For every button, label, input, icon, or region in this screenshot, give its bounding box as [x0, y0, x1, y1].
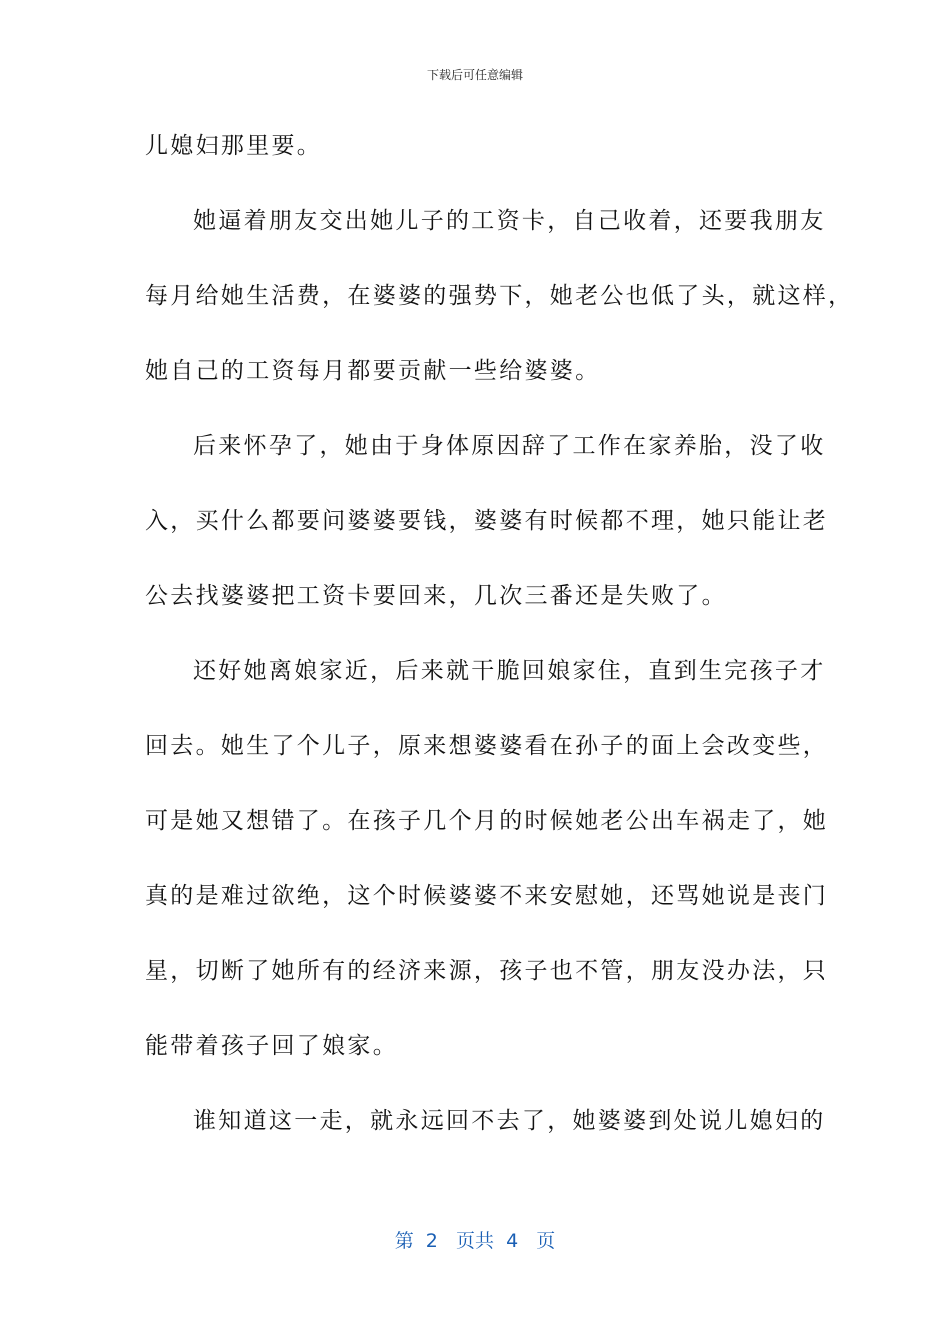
text-line: 她逼着朋友交出她儿子的工资卡，自己收着，还要我朋友: [193, 208, 826, 234]
page-header: 下载后可任意编辑: [426, 68, 523, 82]
text-line: 真的是难过欲绝，这个时候婆婆不来安慰她，还骂她说是丧门: [145, 883, 829, 909]
text-line: 能带着孩子回了娘家。: [145, 1033, 398, 1059]
text-line: 入，买什么都要问婆婆要钱，婆婆有时候都不理，她只能让老: [145, 508, 829, 534]
text-line: 回去。她生了个儿子，原来想婆婆看在孙子的面上会改变些，: [145, 733, 829, 759]
text-line: 星，切断了她所有的经济来源，孩子也不管，朋友没办法，只: [145, 958, 829, 984]
text-line: 公去找婆婆把工资卡要回来，几次三番还是失败了。: [145, 583, 727, 609]
text-line: 后来怀孕了，她由于身体原因辞了工作在家养胎，没了收: [193, 433, 826, 459]
text-line: 谁知道这一走，就永远回不去了，她婆婆到处说儿媳妇的: [193, 1108, 826, 1134]
text-line: 每月给她生活费，在婆婆的强势下，她老公也低了头，就这样，: [145, 283, 854, 309]
text-line: 还好她离娘家近，后来就干脆回娘家住，直到生完孩子才: [193, 658, 826, 684]
page-footer: 第 2 页共 4 页: [394, 1230, 556, 1252]
document-body: [145, 122, 854, 1172]
text-line: 儿媳妇那里要。: [145, 133, 323, 159]
text-line: 她自己的工资每月都要贡献一些给婆婆。: [145, 358, 601, 384]
text-line: 可是她又想错了。在孩子几个月的时候她老公出车祸走了，她: [145, 808, 829, 834]
